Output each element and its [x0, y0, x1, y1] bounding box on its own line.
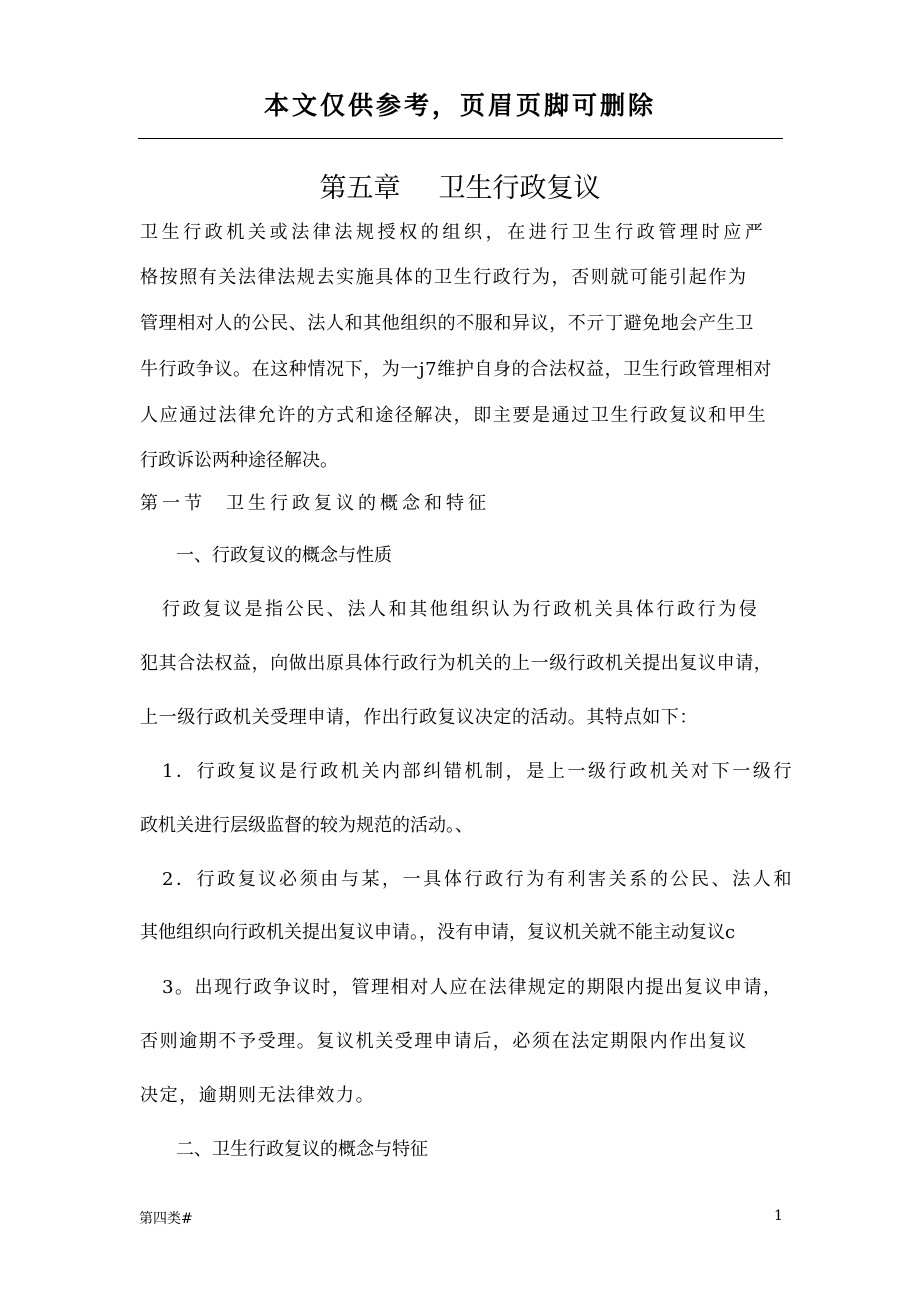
definition-line: 犯其合法权益，向做出原具体行政行为机关的上一级行政机关提出复议申请，: [140, 653, 773, 674]
section-number: 第一节: [140, 493, 206, 514]
intro-line: 牛行政争议。在这种情况下，为一j7维护自身的合法权益，卫生行政管理相对: [140, 359, 773, 380]
intro-line: 格按照有关法律法规去实施具体的卫生行政行为，否则就可能引起作为: [140, 267, 748, 288]
point-3-line: 否则逾期不予受理。复议机关受理申请后，必须在法定期限内作出复议: [140, 1031, 748, 1052]
point-3-line: 3。出现行政争议时，管理相对人应在法律规定的期限内提出复议申请，: [162, 977, 783, 998]
chapter-number: 第五章: [319, 173, 401, 204]
section-heading: [140, 489, 490, 515]
point-3-line: 决定，逾期则无法律效力。: [140, 1085, 376, 1106]
intro-line: 行政诉讼两种途径解决。: [140, 450, 338, 471]
definition-line: 行政复议是指公民、法人和其他组织认为行政机关具体行政行为侵: [162, 599, 760, 620]
chapter-name: 卫生行政复议: [438, 173, 601, 204]
header-divider: [138, 138, 783, 139]
section-title: 卫生行政复议的概念和特征: [226, 493, 490, 514]
footer-label: 第四类#: [139, 1211, 193, 1227]
subsection-heading: 二、卫生行政复议的概念与特征: [176, 1139, 428, 1160]
intro-line: 卫生行政机关或法律法规授权的组织，在进行卫生行政管理时应严: [140, 222, 767, 243]
header-note: 本文仅供参考，页眉页脚可删除: [263, 91, 656, 120]
subsection-heading: 一、行政复议的概念与性质: [176, 545, 392, 566]
point-2-line: 2．行政复议必须由与某，一具体行政行为有利害关系的公民、法人和: [162, 869, 795, 890]
definition-line: 上一级行政机关受理申请，作出行政复议决定的活动。其特点如下：: [140, 707, 698, 728]
intro-line: 管理相对人的公民、法人和其他组织的不服和异议，不亓丁避免地会产生卫: [140, 313, 754, 334]
page-number: 1: [774, 1208, 783, 1224]
chapter-title: [0, 166, 920, 205]
point-1-line: 政机关进行层级监督的较为规范的活动。、: [140, 815, 473, 836]
point-2-line: 其他组织向行政机关提出复议申请。，没有申请，复议机关就不能主动复议c: [140, 922, 736, 943]
intro-line: 人应通过法律允许的方式和途径解决，即主要是通过卫生行政复议和甲生: [140, 405, 768, 426]
point-1-line: 1．行政复议是行政机关内部纠错机制，是上一级行政机关对下一级行: [162, 761, 795, 782]
